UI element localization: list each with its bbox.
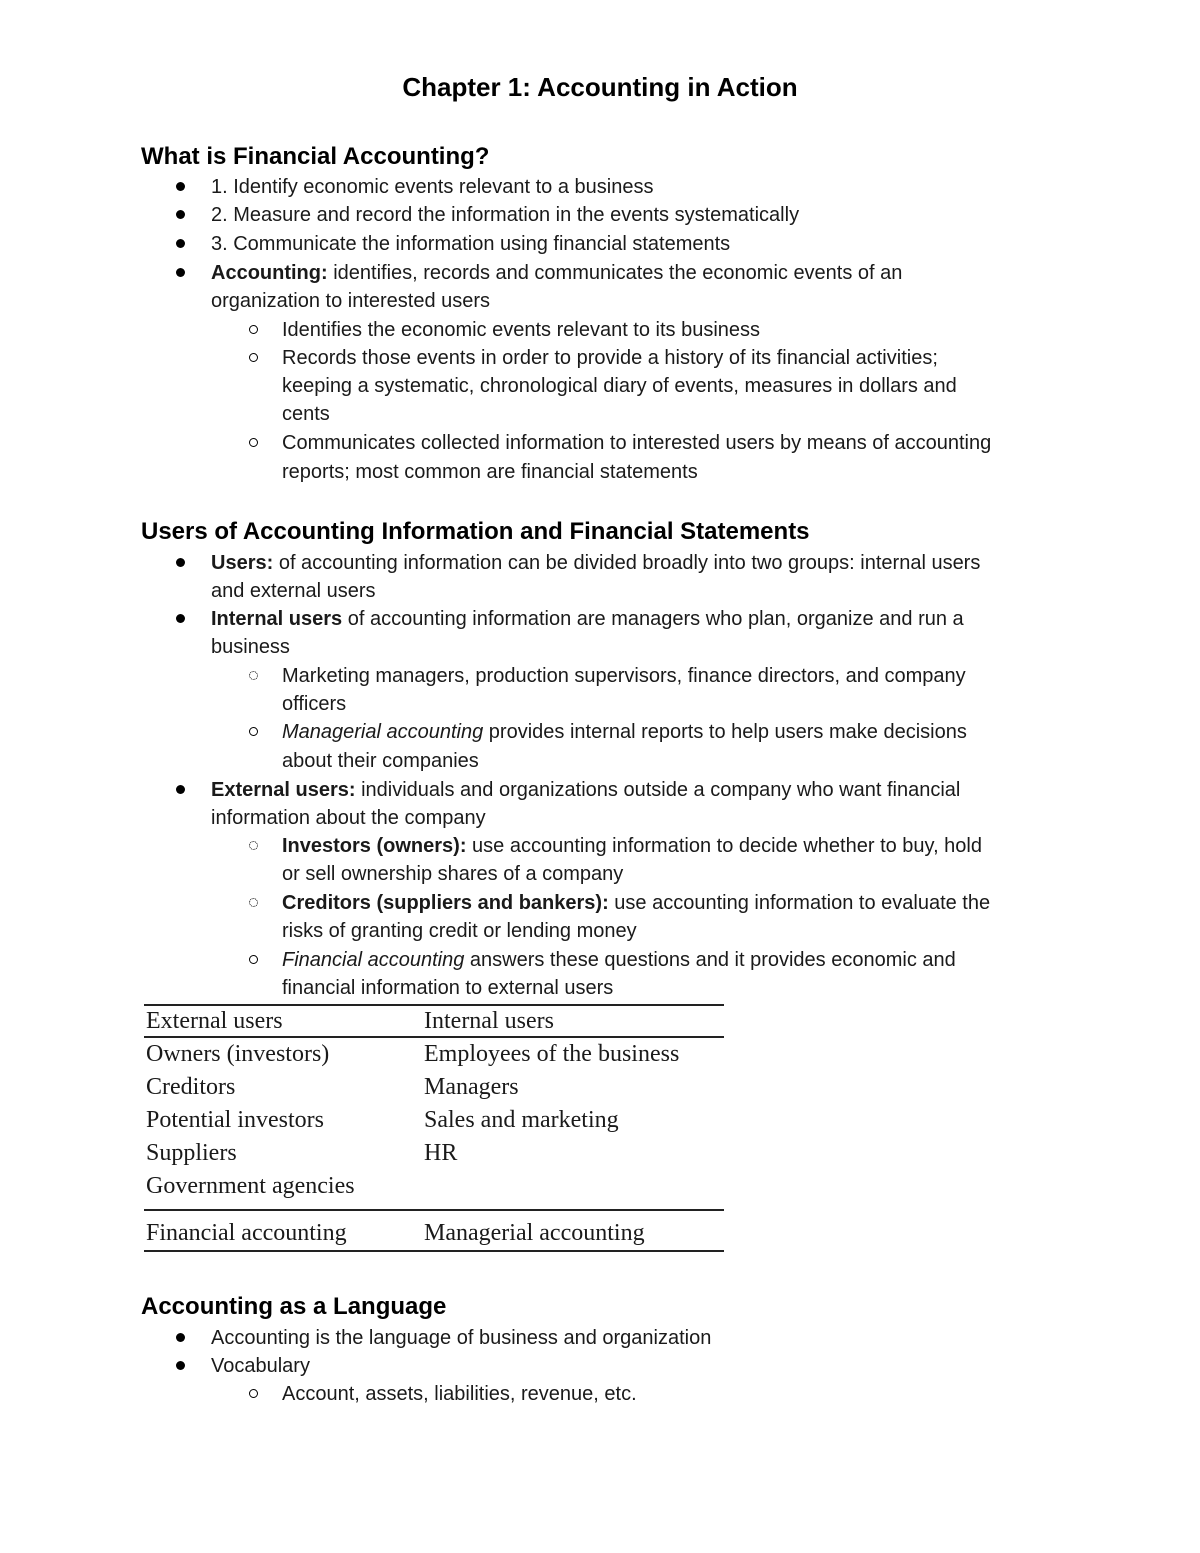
sub-list-item-continuation: or sell ownership shares of a company xyxy=(282,863,624,885)
sub-list-item-continuation: risks of granting credit or lending money xyxy=(282,920,637,942)
list-item-internal xyxy=(211,605,1071,634)
list-item-continuation: business xyxy=(211,636,290,658)
table-rule xyxy=(144,1209,724,1211)
bullet-icon xyxy=(176,1324,185,1353)
sub-list-item-continuation: about their companies xyxy=(282,750,479,772)
circle-bullet-icon xyxy=(249,662,258,691)
sub-list-item-continuation: reports; most common are financial statements xyxy=(282,461,698,483)
bullet-icon xyxy=(176,173,185,202)
table-footer-cell: Financial accounting xyxy=(146,1220,347,1246)
sub-list-item: Records those events in order to provide a history of its financial activities; xyxy=(282,347,938,369)
section-heading-financial: What is Financial Accounting? xyxy=(141,143,490,170)
bullet-icon xyxy=(176,605,185,634)
circle-bullet-icon xyxy=(249,889,258,918)
table-footer-cell: Managerial accounting xyxy=(424,1220,645,1246)
bullet-icon xyxy=(176,776,185,805)
bullet-icon xyxy=(176,1352,185,1381)
list-item-continuation: and external users xyxy=(211,580,376,602)
circle-bullet-icon xyxy=(249,429,258,458)
table-cell: Potential investors xyxy=(146,1107,324,1133)
table-cell: Government agencies xyxy=(146,1173,355,1199)
sub-list-item-continuation: officers xyxy=(282,693,347,715)
bullet-icon xyxy=(176,230,185,259)
definition-text: use accounting information to evaluate the xyxy=(608,892,991,914)
list-item: Accounting is the language of business and organization xyxy=(211,1327,712,1349)
sub-list-item xyxy=(282,889,1072,918)
term-financial-accounting: Financial accounting xyxy=(282,949,465,971)
sub-list-item xyxy=(282,718,1072,747)
sub-list-item-continuation: cents xyxy=(282,403,330,425)
bullet-icon xyxy=(176,259,185,288)
term-managerial-accounting: Managerial accounting xyxy=(282,721,484,743)
table-header-external: External users xyxy=(146,1008,283,1034)
circle-bullet-icon xyxy=(249,1380,258,1409)
definition-text: identifies, records and communicates the economic events of an xyxy=(327,262,903,284)
table-cell: Creditors xyxy=(146,1074,236,1100)
page-title: Chapter 1: Accounting in Action xyxy=(402,72,798,102)
list-item: 2. Measure and record the information in the events systematically xyxy=(211,204,800,226)
table-rule xyxy=(144,1250,724,1252)
term-creditors: Creditors (suppliers and bankers): xyxy=(282,892,609,914)
term-investors: Investors (owners): xyxy=(282,835,467,857)
circle-bullet-icon xyxy=(249,832,258,861)
sub-list-item: Account, assets, liabilities, revenue, etc. xyxy=(282,1383,637,1405)
section-heading-users: Users of Accounting Information and Financial Statements xyxy=(141,518,810,545)
table-cell: Managers xyxy=(424,1074,519,1100)
list-item-external xyxy=(211,776,1071,805)
list-item-continuation: information about the company xyxy=(211,807,486,829)
section-heading-language: Accounting as a Language xyxy=(141,1293,447,1320)
table-cell: Sales and marketing xyxy=(424,1107,619,1133)
list-item: 3. Communicate the information using financial statements xyxy=(211,233,731,255)
term-accounting: Accounting: xyxy=(211,262,328,284)
term-external-users: External users: xyxy=(211,779,356,801)
list-item: Vocabulary xyxy=(211,1355,310,1377)
bullet-icon xyxy=(176,549,185,578)
sub-list-item: Communicates collected information to interested users by means of accounting xyxy=(282,432,992,454)
definition-text: use accounting information to decide whether to buy, hold xyxy=(466,835,982,857)
sub-list-item xyxy=(282,832,1072,861)
sub-list-item: Marketing managers, production supervisors, finance directors, and company xyxy=(282,665,966,687)
term-users: Users: xyxy=(211,552,274,574)
circle-bullet-icon xyxy=(249,316,258,345)
table-cell: Employees of the business xyxy=(424,1041,680,1067)
definition-text: provides internal reports to help users make decisions xyxy=(483,721,967,743)
list-item-accounting xyxy=(211,259,1071,288)
term-internal-users: Internal users xyxy=(211,608,343,630)
list-item-continuation: organization to interested users xyxy=(211,290,491,312)
bullet-icon xyxy=(176,201,185,230)
table-cell: HR xyxy=(424,1140,458,1166)
table-header-internal: Internal users xyxy=(424,1008,554,1034)
sub-list-item xyxy=(282,946,1072,975)
list-item-users xyxy=(211,549,1071,578)
circle-bullet-icon xyxy=(249,344,258,373)
definition-text: answers these questions and it provides economic and xyxy=(464,949,956,971)
definition-text: individuals and organizations outside a company who want financial xyxy=(355,779,961,801)
definition-text: of accounting information can be divided broadly into two groups: internal users xyxy=(273,552,981,574)
definition-text: of accounting information are managers who plan, organize and run a xyxy=(342,608,964,630)
users-comparison-table xyxy=(144,1004,724,1254)
sub-list-item: Identifies the economic events relevant to its business xyxy=(282,319,761,341)
sub-list-item-continuation: keeping a systematic, chronological diary of events, measures in dollars and xyxy=(282,375,957,397)
table-cell: Owners (investors) xyxy=(146,1041,330,1067)
table-cell: Suppliers xyxy=(146,1140,237,1166)
list-item: 1. Identify economic events relevant to a business xyxy=(211,176,654,198)
circle-bullet-icon xyxy=(249,946,258,975)
sub-list-item-continuation: financial information to external users xyxy=(282,977,614,999)
circle-bullet-icon xyxy=(249,718,258,747)
